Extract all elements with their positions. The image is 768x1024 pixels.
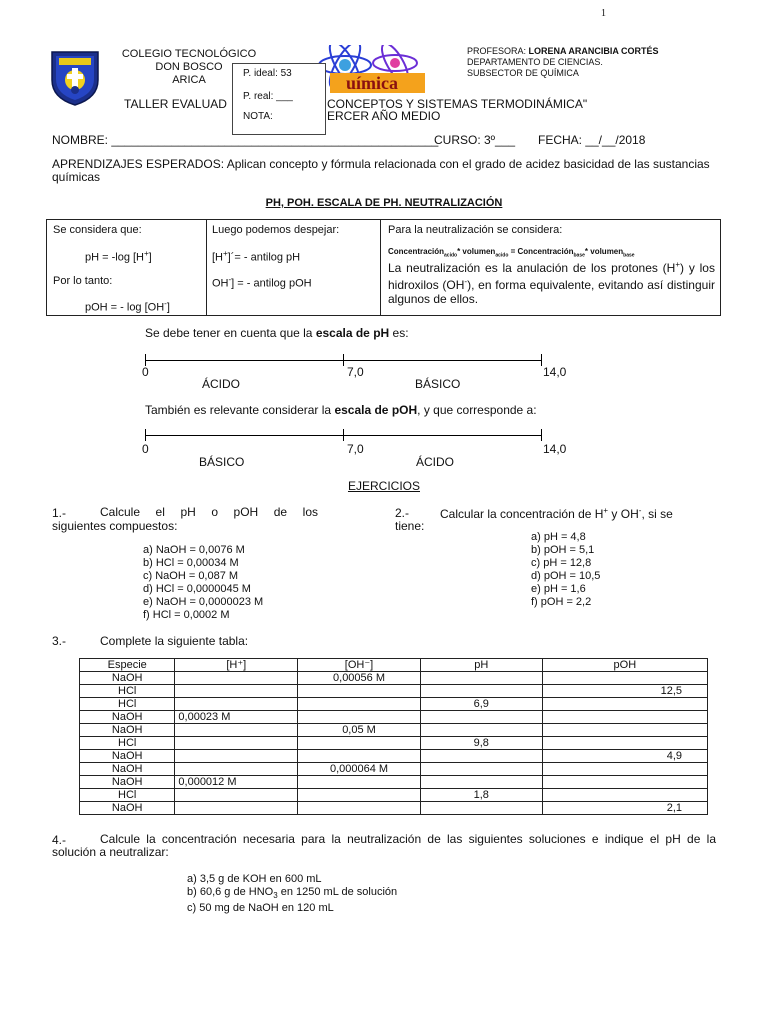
- table-header-cell: [OH⁻]: [298, 659, 421, 672]
- grade-box: [232, 63, 326, 135]
- table-cell: [298, 685, 421, 698]
- ph-tick-label-7: 7,0: [347, 365, 364, 379]
- ex1-text-line1: Calcule el pH o pOH de los: [100, 505, 318, 519]
- subsector: SUBSECTOR DE QUÍMICA: [467, 68, 579, 78]
- table-cell: NaOH: [80, 802, 175, 815]
- ex1-text-line2: siguientes compuestos:: [52, 519, 178, 533]
- ex2-item: f) pOH = 2,2: [531, 596, 592, 608]
- table-cell: [175, 672, 298, 685]
- ex2-item: d) pOH = 10,5: [531, 570, 601, 582]
- neutralization-description: La neutralización es la anulación de los protones (H+) y los hidroxilos (OH-), en forma equivalente, evitando así distinguir algunos de ellos.: [388, 260, 715, 306]
- poh-basic-label: BÁSICO: [199, 455, 245, 469]
- ex1-list: [143, 544, 263, 622]
- ph-tick-label-0: 0: [142, 365, 149, 379]
- school-name-line2: DON BOSCO: [155, 61, 223, 73]
- table-cell: [542, 763, 707, 776]
- table-cell: [175, 789, 298, 802]
- table-cell: [175, 737, 298, 750]
- table-cell: [420, 672, 542, 685]
- poh-acid-label: ÁCIDO: [416, 455, 455, 469]
- ex4-text: Calcule la concentración necesaria para la neutralización de las siguientes soluciones e indique el pH de la solución a neutralizar:: [52, 832, 716, 859]
- table-row: [80, 763, 708, 776]
- table-cell: 0,00056 M: [298, 672, 421, 685]
- table-cell: 2,1: [542, 802, 707, 815]
- ex1-item: b) HCl = 0,00034 M: [143, 557, 239, 569]
- ex4-list: [187, 873, 397, 915]
- ex3-number: 3.-: [52, 634, 67, 648]
- table-cell: 6,9: [420, 698, 542, 711]
- ex1-number: 1.-: [52, 506, 67, 520]
- table-cell: 1,8: [420, 789, 542, 802]
- title-right: CONCEPTOS Y SISTEMAS TERMODINÁMICA": [327, 97, 588, 111]
- table-cell: [175, 685, 298, 698]
- table-cell: [175, 724, 298, 737]
- ex4-item-c: c) 50 mg de NaOH en 120 mL: [187, 902, 334, 915]
- table-cell: [542, 672, 707, 685]
- table-cell: NaOH: [80, 750, 175, 763]
- school-name-line3: ARICA: [172, 74, 206, 86]
- poh-formula: pOH = - log [OH-]: [85, 299, 170, 314]
- neutralization-formula: Concentración$_{acido}$* volumen$_{acido}$ = Concentración$_{base}$* volumen$_{base}$: [388, 247, 635, 259]
- table-header-cell: Especie: [80, 659, 175, 672]
- ex2-list: [531, 531, 600, 609]
- table-cell: [298, 776, 421, 789]
- poh-scale-intro: También es relevante considerar la escala de pOH, y que corresponde a:: [145, 403, 537, 417]
- student-name-field: NOMBRE: _________________________________________________: [52, 133, 439, 147]
- title-left: TALLER EVALUAD: [124, 97, 227, 111]
- ex1-item: a) NaOH = 0,0076 M: [143, 544, 245, 556]
- ex2-text-line1: Calcular la concentración de H+ y OH-, si se: [440, 506, 673, 521]
- poh-tick-14: [541, 429, 542, 441]
- ex2-item: b) pOH = 5,1: [531, 544, 595, 556]
- learning-objectives: APRENDIZAJES ESPERADOS: Aplican concepto y fórmula relacionada con el grado de acidez basicidad de las sustancias químicas: [52, 157, 710, 184]
- grade-nota: NOTA:: [243, 111, 273, 122]
- table-cell: 0,05 M: [298, 724, 421, 737]
- table-cell: 0,000012 M: [175, 776, 298, 789]
- table-row: [80, 776, 708, 789]
- poh-tick-label-7: 7,0: [347, 442, 364, 456]
- ex1-item: d) HCl = 0,0000045 M: [143, 583, 251, 595]
- formula-intro: Se considera que:: [53, 224, 142, 236]
- formula-table: [46, 219, 721, 316]
- exercises-title: EJERCICIOS: [347, 479, 420, 493]
- table-cell: [420, 776, 542, 789]
- neutralization-label: Para la neutralización se considera:: [388, 224, 563, 236]
- ex2-number: 2.-: [395, 506, 410, 520]
- table-cell: HCl: [80, 685, 175, 698]
- table-cell: NaOH: [80, 672, 175, 685]
- table-cell: [542, 737, 707, 750]
- ph-acid-label: ÁCIDO: [202, 377, 241, 391]
- table-cell: [420, 763, 542, 776]
- grade-ideal: P. ideal: 53: [243, 68, 292, 79]
- department: DEPARTAMENTO DE CIENCIAS.: [467, 57, 603, 67]
- ex2-item: a) pH = 4,8: [531, 531, 586, 543]
- grade-real: P. real: ___: [243, 91, 293, 102]
- table-cell: [298, 750, 421, 763]
- table-cell: 0,00023 M: [175, 711, 298, 724]
- table-cell: 9,8: [420, 737, 542, 750]
- ph-basic-label: BÁSICO: [415, 377, 461, 391]
- table-cell: [542, 776, 707, 789]
- table-row: [80, 750, 708, 763]
- school-crest-icon: [50, 50, 100, 106]
- table-cell: HCl: [80, 789, 175, 802]
- ex2-item: e) pH = 1,6: [531, 583, 586, 595]
- table-cell: [542, 789, 707, 802]
- table-row: [80, 711, 708, 724]
- table-cell: [298, 789, 421, 802]
- professor-name: LORENA ARANCIBIA CORTÉS: [528, 46, 659, 56]
- staff-info: [467, 46, 659, 79]
- table-cell: HCl: [80, 737, 175, 750]
- therefore-label: Por lo tanto:: [53, 275, 113, 287]
- page-number: 1: [601, 8, 606, 19]
- table-cell: [420, 685, 542, 698]
- despejar-label: Luego podemos despejar:: [212, 224, 340, 236]
- table-cell: [175, 802, 298, 815]
- table-cell: NaOH: [80, 763, 175, 776]
- ex1-item: e) NaOH = 0,0000023 M: [143, 596, 264, 608]
- ex1-item: c) NaOH = 0,087 M: [143, 570, 239, 582]
- h-antilog-formula: [H+]´= - antilog pH: [212, 249, 301, 264]
- table-cell: [298, 802, 421, 815]
- ph-scale-intro: Se debe tener en cuenta que la escala de pH es:: [145, 326, 409, 340]
- table-cell: [542, 711, 707, 724]
- table-cell: 12,5: [542, 685, 707, 698]
- table-cell: 0,000064 M: [298, 763, 421, 776]
- ex3-text: Complete la siguiente tabla:: [100, 634, 249, 648]
- table-cell: [542, 698, 707, 711]
- ex2-item: c) pH = 12,8: [531, 557, 592, 569]
- table-header-cell: [H⁺]: [175, 659, 298, 672]
- ph-tick-14: [541, 354, 542, 366]
- table-row: [80, 724, 708, 737]
- table-cell: [175, 698, 298, 711]
- poh-tick-label-0: 0: [142, 442, 149, 456]
- table-cell: [542, 724, 707, 737]
- table-cell: [420, 724, 542, 737]
- date-field: FECHA: __/__/2018: [538, 133, 646, 147]
- table-cell: NaOH: [80, 724, 175, 737]
- table-cell: [175, 763, 298, 776]
- ex4-item-b: b) 60,6 g de $HNO_3$ en 1250 mL de solución: [187, 886, 398, 901]
- poh-tick-label-14: 14,0: [543, 442, 567, 456]
- table-cell: [420, 711, 542, 724]
- ph-tick-label-14: 14,0: [543, 365, 567, 379]
- section-title: PH, POH. ESCALA DE PH. NEUTRALIZACIÓN: [265, 197, 503, 209]
- table-row: [80, 802, 708, 815]
- table-cell: HCl: [80, 698, 175, 711]
- ph-tick-7: [343, 354, 344, 366]
- table-row: [80, 698, 708, 711]
- table-cell: NaOH: [80, 776, 175, 789]
- ex4-number: 4.-: [52, 833, 67, 847]
- table-cell: 4,9: [542, 750, 707, 763]
- professor-label: PROFESORA:: [467, 46, 527, 56]
- ex4-item-a: a) 3,5 g de KOH en 600 mL: [187, 873, 322, 885]
- table-row: [80, 789, 708, 802]
- course-field: CURSO: 3º___: [434, 133, 516, 147]
- table-row: [80, 737, 708, 750]
- table-header-cell: pH: [420, 659, 542, 672]
- exercise-table: [79, 658, 708, 815]
- school-name-line1: COLEGIO TECNOLÓGICO: [121, 48, 257, 60]
- table-cell: NaOH: [80, 711, 175, 724]
- oh-antilog-formula: OH-] = - antilog pOH: [212, 275, 312, 290]
- table-cell: [298, 711, 421, 724]
- ex2-text-line2: tiene:: [395, 519, 425, 533]
- table-row: [80, 685, 708, 698]
- table-cell: [298, 698, 421, 711]
- table-header-cell: pOH: [542, 659, 707, 672]
- table-cell: [298, 737, 421, 750]
- poh-tick-0: [145, 429, 146, 441]
- table-cell: [420, 750, 542, 763]
- table-row: [80, 672, 708, 685]
- table-cell: [175, 750, 298, 763]
- ph-formula: pH = -log [H+]: [85, 249, 152, 264]
- logo-text: uímica: [346, 73, 398, 93]
- poh-tick-7: [343, 429, 344, 441]
- table-cell: [420, 802, 542, 815]
- ex1-item: f) HCl = 0,0002 M: [143, 609, 230, 621]
- title-sub: ERCER AÑO MEDIO: [327, 109, 441, 123]
